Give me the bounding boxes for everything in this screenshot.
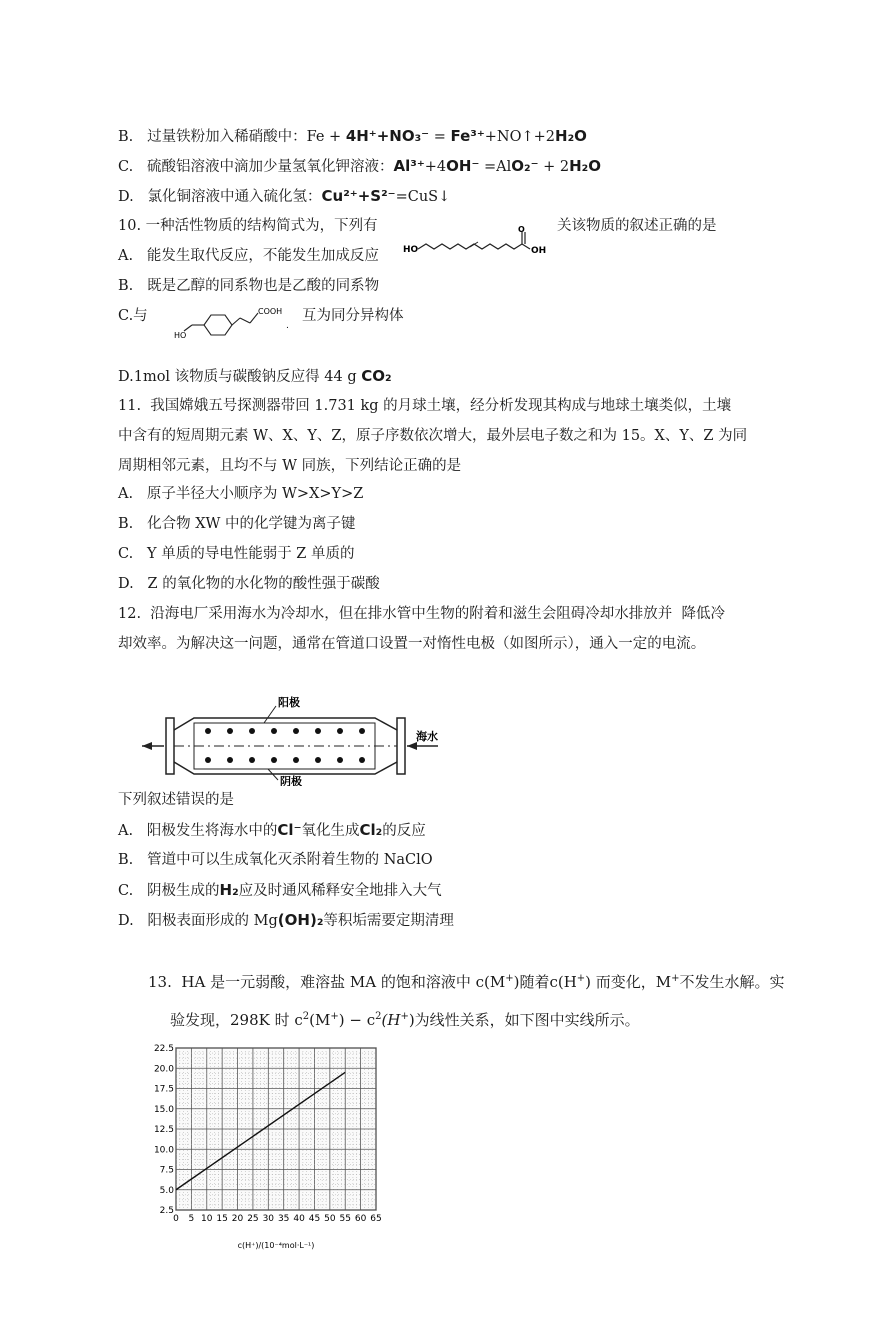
q12-option-a: A. 阳极发生将海水中的Cl⁻氧化生成Cl₂的反应 (118, 821, 426, 839)
y-tick-labels (154, 1044, 174, 1216)
q13-stem-line2: 验发现，298K 时 $c^2(M^+) - c^2(H^+)$为线性关系，如下图中实线所示。 (170, 1011, 640, 1029)
x-tick-label: 65 (370, 1214, 382, 1224)
q11-option-b: B. 化合物 XW 中的化学键为离子键 (118, 516, 356, 532)
q13-line-chart (148, 1040, 398, 1256)
q11-option-d: D. Z 的氧化物的水化物的酸性强于碳酸 (118, 576, 380, 592)
x-tick-label: 20 (231, 1214, 244, 1224)
isomer-ho-label: HO (174, 331, 187, 340)
electrolysis-pipe-figure (138, 690, 478, 786)
q10-isomer-figure (168, 298, 292, 344)
q10-stem-b: 关该物质的叙述正确的是 (557, 218, 717, 234)
q9-option-d: D. 氯化铜溶液中通入硫化氢：Cu²⁺+S²⁻=CuS↓ (118, 187, 451, 205)
y-tick-label: 10.0 (153, 1145, 174, 1156)
x-tick-label: 35 (277, 1214, 290, 1224)
q11-stem-line1: 11. 我国嫦娥五号探测器带回 1.731 kg 的月球土壤，经分析发现其构成与地球土壤类似，土壤 (118, 398, 732, 414)
y-tick-label: 2.5 (159, 1206, 174, 1216)
x-tick-label: 60 (354, 1214, 367, 1224)
q13-stem-line1: 13. HA 是一元弱酸，难溶盐 MA 的饱和溶液中 c(M+)随着c(H+) 而变化，M+不发生水解。实 (148, 973, 785, 991)
q11-option-c: C. Y 单质的导电性能弱于 Z 单质的 (118, 546, 355, 562)
q12-stem-line2: 却效率。为解决这一问题，通常在管道口设置一对惰性电极（如图所示），通入一定的电流。 (118, 636, 706, 652)
x-tick-label: 15 (216, 1214, 228, 1224)
mol-oh-label: OH (531, 246, 547, 256)
q9-option-b: B. 过量铁粉加入稀硝酸中：Fe + 4H⁺+NO₃⁻ = Fe³⁺+NO↑+2H₂O (118, 127, 587, 145)
q10-option-c-text: 互为同分异构体 (302, 308, 404, 324)
x-tick-label: 45 (308, 1214, 321, 1224)
svg-text:O: O (518, 226, 525, 234)
q11-stem-line3: 周期相邻元素，且均不与 W 同族，下列结论正确的是 (118, 458, 462, 474)
q10-option-a: A. 能发生取代反应，不能发生加成反应 (118, 248, 379, 264)
q12-stem-line1: 12. 沿海电厂采用海水为冷却水，但在排水管中生物的附着和滋生会阻碍冷却水排放并 降低冷 (118, 606, 725, 622)
x-tick-label: 30 (262, 1214, 275, 1224)
q9-option-c: C. 硫酸铝溶液中滴加少量氢氧化钾溶液：Al³⁺+4OH⁻ =AlO₂⁻ + 2H₂O (118, 157, 601, 175)
x-axis-label: c(H⁺)/(10⁻⁴mol·L⁻¹) (237, 1241, 315, 1250)
q12-option-b: B. 管道中可以生成氧化灭杀附着生物的 NaClO (118, 852, 433, 868)
q11-option-a: A. 原子半径大小顺序为 W>X>Y>Z (118, 486, 364, 502)
x-tick-label: 55 (339, 1214, 351, 1224)
y-tick-label: 5.0 (159, 1185, 174, 1196)
x-tick-label: 10 (201, 1214, 213, 1224)
y-tick-label: 15.0 (153, 1104, 174, 1115)
q11-stem-line2: 中含有的短周期元素 W、X、Y、Z，原子序数依次增大，最外层电子数之和为 15。X、Y、Z 为同 (118, 428, 748, 444)
svg-text:.: . (286, 321, 289, 331)
y-tick-label: 12.5 (153, 1125, 174, 1135)
q12-ask: 下列叙述错误的是 (118, 792, 234, 808)
q12-option-c: C. 阴极生成的H₂应及时通风稀释安全地排入大气 (118, 881, 442, 899)
x-tick-label: 0 (173, 1214, 179, 1224)
q12-option-d: D. 阳极表面形成的 Mg(OH)₂等积垢需要定期清理 (118, 911, 454, 929)
cathode-label: 阴极 (280, 775, 302, 786)
seawater-label: 海水 (416, 730, 438, 743)
y-tick-label: 22.5 (153, 1044, 174, 1054)
y-tick-label: 20.0 (153, 1064, 174, 1075)
x-tick-label: 25 (247, 1214, 259, 1224)
x-tick-label: 40 (293, 1214, 305, 1224)
anode-label: 阳极 (278, 696, 300, 709)
x-tick-labels (173, 1214, 382, 1224)
q10-option-b: B. 既是乙醇的同系物也是乙酸的同系物 (118, 278, 380, 294)
mol-ho-label: HO (403, 245, 419, 255)
isomer-cooh-label: COOH (258, 307, 283, 316)
y-tick-label: 7.5 (159, 1165, 174, 1176)
x-tick-label: 50 (324, 1214, 336, 1224)
q10-stem-a: 10. 一种活性物质的结构简式为，下列有 (118, 218, 378, 234)
q10-molecule-figure (400, 226, 550, 260)
q10-option-c-label: C.与 (118, 308, 148, 324)
x-tick-label: 5 (188, 1214, 195, 1224)
y-tick-label: 17.5 (153, 1084, 174, 1095)
q10-option-d: D.1mol 该物质与碳酸钠反应得 44 g CO₂ (118, 367, 392, 385)
